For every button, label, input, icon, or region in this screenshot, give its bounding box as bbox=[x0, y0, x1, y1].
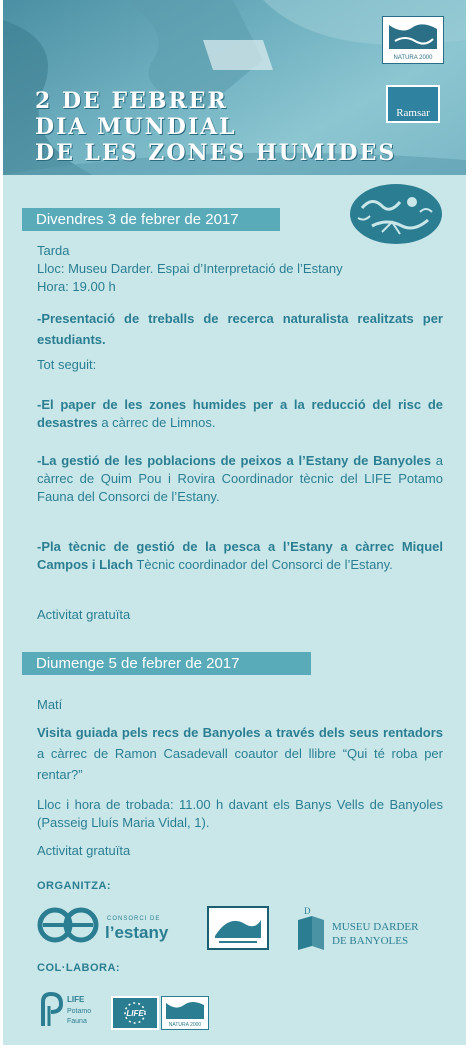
flyer bbox=[3, 0, 466, 1045]
day2-free-activity: Activitat gratuïta bbox=[37, 843, 131, 858]
day2-meeting-point: Lloc i hora de trobada: 11.00 h davant els Banys Vells de Banyoles (Passeig Lluís Maria Vidal, 1). bbox=[37, 797, 443, 830]
day1-then: Tot seguit: bbox=[37, 357, 97, 372]
museu-line1: MUSEU DARDER bbox=[332, 921, 419, 933]
day1-item2-speaker: a càrrec de Limnos. bbox=[97, 415, 216, 430]
day1-item4-speaker: Tècnic coordinador del Consorci de l’Estany. bbox=[133, 557, 393, 572]
day1-location: Lloc: Museu Darder. Espai d’Interpretació de l’Estany bbox=[37, 261, 343, 276]
banyoles-emblem-logo bbox=[207, 906, 269, 950]
ramsar-logo-text: Ramsar bbox=[396, 107, 430, 119]
day1-free-activity: Activitat gratuïta bbox=[37, 607, 131, 622]
day1-date-banner: Divendres 3 de febrer de 2017 bbox=[22, 208, 280, 231]
title-line-1: 2 DE FEBRER bbox=[35, 88, 228, 114]
eu-life-text: LIFE bbox=[126, 1009, 144, 1018]
day2-date-banner: Diumenge 5 de febrer de 2017 bbox=[22, 652, 311, 675]
life-title: LIFE bbox=[67, 995, 85, 1004]
title-line-3: DE LES ZONES HUMIDES bbox=[35, 140, 397, 166]
life-sub1: Potamo bbox=[67, 1008, 92, 1015]
collaborators-label: COL·LABORA: bbox=[37, 962, 121, 974]
life-potamo-fauna-logo bbox=[37, 990, 107, 1030]
title-line-2: DIA MUNDIAL bbox=[35, 114, 237, 140]
day1-item4 bbox=[37, 538, 443, 574]
day1-item3-speaker: a càrrec de Quim Pou i Rovira Coordinador tècnic del LIFE Potamo Fauna del Consorci de l’Estany. bbox=[37, 453, 443, 504]
day1-item4-title: -Pla tècnic de gestió de la pesca a l’Estany a càrrec Miquel Campos i Llach bbox=[37, 539, 443, 572]
natura-small-text: NATURA 2000 bbox=[168, 1022, 202, 1028]
eu-life-logo bbox=[111, 996, 159, 1030]
consorci-big-text: l’estany bbox=[105, 923, 169, 942]
wetland-fauna-illustration bbox=[342, 178, 450, 248]
organizers-label: ORGANITZA: bbox=[37, 880, 112, 892]
life-sub2: Fauna bbox=[67, 1018, 87, 1025]
day2-period: Matí bbox=[37, 697, 63, 712]
day1-item2 bbox=[37, 396, 443, 432]
day1-item3 bbox=[37, 452, 443, 506]
svg-text:D: D bbox=[304, 906, 311, 916]
day2-item-speaker: a càrrec de Ramon Casadevall coautor del llibre “Qui té roba per rentar?” bbox=[37, 746, 443, 782]
consorci-small-text: CONSORCI DE bbox=[107, 916, 161, 922]
svg-text:NATURA 2000: NATURA 2000 bbox=[393, 55, 433, 61]
natura-2000-logo bbox=[382, 16, 444, 64]
day1-item2-title: -El paper de les zones humides per a la reducció del risc de desastres bbox=[37, 397, 443, 430]
consorci-estany-logo bbox=[37, 904, 177, 946]
museu-darder-logo bbox=[294, 906, 444, 950]
day1-item3-title: -La gestió de les poblacions de peixos a l’Estany de Banyoles bbox=[37, 453, 431, 468]
page-title bbox=[35, 88, 396, 166]
day2-item-title: Visita guiada pels recs de Banyoles a través dels seus rentadors bbox=[37, 725, 443, 740]
day1-time: Hora: 19.00 h bbox=[37, 279, 116, 294]
day1-period: Tarda bbox=[37, 243, 70, 258]
header-photo bbox=[3, 0, 466, 175]
day1-item1: -Presentació de treballs de recerca naturalista realitzats per estudiants. bbox=[37, 311, 443, 347]
museu-line2: DE BANYOLES bbox=[332, 935, 409, 947]
natura-2000-small-logo bbox=[161, 996, 209, 1030]
day2-item bbox=[37, 722, 443, 785]
